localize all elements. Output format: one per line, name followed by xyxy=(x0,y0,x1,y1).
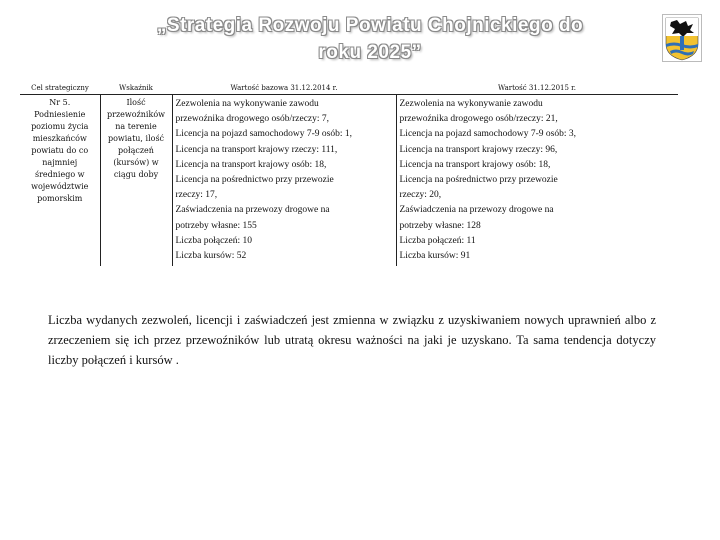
baseline-cell xyxy=(172,95,396,267)
current-line: przewoźnika drogowego osób/rzeczy: 21, xyxy=(399,114,558,125)
baseline-line: Licencja na pojazd samochodowy 7-9 osób: 1, xyxy=(175,129,352,140)
current-line: Licencja na pojazd samochodowy 7-9 osób: 3, xyxy=(399,129,576,140)
table-row xyxy=(20,95,678,267)
baseline-line: Licencja na transport krajowy osób: 18, xyxy=(175,159,327,170)
summary-paragraph: Liczba wydanych zezwoleń, licencji i zaświadczeń jest zmienna w związku z uzyskiwaniem nowych uprawnień albo z zrzeczeniem się ich przez przewoźników lub utratą okresu ważności na jaki je uzyskano. Ta sama tendencja dotyczy liczby połączeń i kursów . xyxy=(48,313,656,367)
goal-cell: Nr 5. Podniesienie poziomu życia mieszkańców powiatu do co najmniej średniego w województwie pomorskim xyxy=(20,95,100,267)
baseline-line: Liczba kursów: 52 xyxy=(175,251,247,262)
current-line: Licencja na pośrednictwo przy przewozie xyxy=(399,175,558,186)
baseline-line: potrzeby własne: 155 xyxy=(175,220,257,231)
baseline-line: Zezwolenia na wykonywanie zawodu xyxy=(175,99,319,109)
baseline-line: przewoźnika drogowego osób/rzeczy: 7, xyxy=(175,114,330,125)
table-header-row xyxy=(20,82,678,95)
current-cell xyxy=(396,95,678,267)
header-goal: Cel strategiczny xyxy=(20,82,100,95)
current-line: rzeczy: 20, xyxy=(399,190,442,201)
current-line: Licencja na transport krajowy rzeczy: 96, xyxy=(399,144,558,155)
header-baseline: Wartość bazowa 31.12.2014 r. xyxy=(172,82,396,95)
page-title: „Strategia Rozwoju Powiatu Chojnickiego do roku 2025” xyxy=(156,15,584,63)
indicator-cell: Ilość przewoźników na terenie powiatu, ilość połączeń (kursów) w ciągu doby xyxy=(100,95,172,267)
baseline-line: Licencja na transport krajowy rzeczy: 111, xyxy=(175,144,338,155)
strategy-table xyxy=(20,82,678,266)
current-line: Liczba kursów: 91 xyxy=(399,251,471,262)
baseline-line: Zaświadczenia na przewozy drogowe na xyxy=(175,205,330,216)
current-line: Liczba połączeń: 11 xyxy=(399,235,476,246)
current-line: Zaświadczenia na przewozy drogowe na xyxy=(399,205,554,216)
header-indicator: Wskaźnik xyxy=(100,82,172,95)
baseline-line: rzeczy: 17, xyxy=(175,190,218,201)
current-line: Zezwolenia na wykonywanie zawodu xyxy=(399,99,543,109)
baseline-line: Liczba połączeń: 10 xyxy=(175,235,252,246)
header-current: Wartość 31.12.2015 r. xyxy=(396,82,678,95)
baseline-line: Licencja na pośrednictwo przy przewozie xyxy=(175,175,334,186)
griffin-crest-icon xyxy=(662,14,702,62)
current-line: Licencja na transport krajowy osób: 18, xyxy=(399,159,551,170)
current-line: potrzeby własne: 128 xyxy=(399,220,481,231)
